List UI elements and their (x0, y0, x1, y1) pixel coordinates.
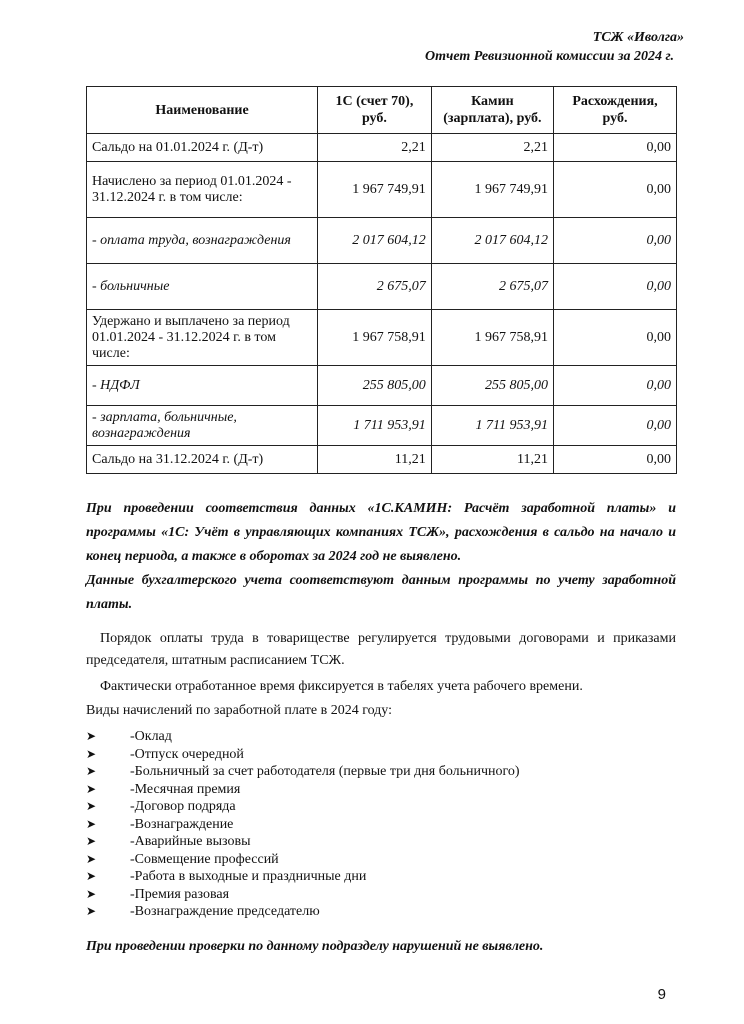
table-header-row (87, 87, 677, 134)
list-item (86, 781, 646, 799)
list-item-text: -Месячная премия (130, 781, 241, 797)
value-diff: 0,00 (554, 264, 677, 310)
value-1c: 11,21 (318, 446, 432, 474)
arrow-bullet-icon: ➤ (86, 764, 97, 778)
list-item (86, 763, 646, 781)
list-item (86, 833, 646, 851)
col-header-1c: 1С (счет 70), руб. (318, 87, 432, 134)
value-kamin: 1 967 758,91 (431, 310, 553, 366)
list-item-text: -Аварийные вызовы (130, 834, 251, 849)
table-row (87, 218, 677, 264)
arrow-bullet-icon: ➤ (86, 886, 97, 901)
value-1c: 255 805,00 (318, 366, 432, 406)
list-item-text: -Вознаграждение (130, 816, 234, 832)
col-header-name: Наименование (87, 87, 318, 134)
table-row (87, 162, 677, 218)
page-number: 9 (657, 986, 666, 1003)
list-item (86, 816, 646, 834)
list-item (86, 728, 646, 746)
list-item-text: -Совмещение профессий (130, 851, 279, 867)
value-1c: 2 675,07 (318, 264, 432, 310)
accrual-types-list (86, 728, 646, 921)
list-item (86, 886, 646, 904)
list-item (86, 903, 646, 921)
row-label: Сальдо на 01.01.2024 г. (Д-т) (87, 134, 318, 162)
value-diff: 0,00 (554, 446, 677, 474)
col-header-diff: Расхождения, руб. (554, 87, 677, 134)
value-1c: 2,21 (318, 134, 432, 162)
value-kamin: 2 017 604,12 (431, 218, 553, 264)
table-row (87, 406, 677, 446)
paragraph-text: Фактически отработанное время фиксируется в табелях учета рабочего времени. (100, 679, 583, 694)
list-item-text: -Оклад (130, 729, 172, 744)
conclusion-paragraph: При проведении соответствия данных «1С.КАМИН: Расчёт заработной платы» и программы «1С: Учёт в управляющих компаниях ТСЖ», расхождения в сальдо на начало и конец периода, а также в оборотах за 2024 год не выявлено. (86, 501, 676, 564)
accrual-types-title (86, 700, 676, 722)
list-item-text: -Больничный за счет работодателя (первые три дня больничного) (130, 764, 520, 779)
arrow-bullet-icon: ➤ (86, 799, 97, 813)
time-tracking-paragraph (86, 676, 676, 698)
value-kamin: 11,21 (431, 446, 553, 474)
col-header-kamin: Камин (зарплата), руб. (431, 87, 553, 134)
value-kamin: 1 967 749,91 (431, 162, 553, 218)
value-diff: 0,00 (554, 406, 677, 446)
list-item-text: -Отпуск очередной (130, 746, 244, 762)
row-label: - зарплата, больничные, вознаграждения (87, 406, 318, 446)
table-row (87, 446, 677, 474)
organization-name: ТСЖ «Иволга» (592, 30, 684, 45)
table-row (87, 134, 677, 162)
row-label: - оплата труда, вознаграждения (87, 218, 318, 264)
list-item-text: -Договор подряда (130, 799, 236, 814)
list-item (86, 746, 646, 764)
arrow-bullet-icon: ➤ (86, 816, 97, 831)
list-item (86, 868, 646, 886)
value-diff: 0,00 (554, 218, 677, 264)
row-label: Сальдо на 31.12.2024 г. (Д-т) (87, 446, 318, 474)
table-row (87, 264, 677, 310)
arrow-bullet-icon: ➤ (86, 729, 97, 743)
conclusion-paragraph: Данные бухгалтерского учета соответствуют данным программы по учету заработной платы. (86, 573, 676, 612)
list-item-text: -Вознаграждение председателю (130, 904, 320, 919)
table-row (87, 366, 677, 406)
arrow-bullet-icon: ➤ (86, 834, 97, 848)
report-title: Отчет Ревизионной комиссии за 2024 г. (425, 49, 674, 64)
paragraph-text: Порядок оплаты труда в товариществе регулируется трудовыми договорами и приказами председателя, штатным расписанием ТСЖ. (86, 631, 676, 668)
value-1c: 2 017 604,12 (318, 218, 432, 264)
value-diff: 0,00 (554, 134, 677, 162)
value-1c: 1 967 758,91 (318, 310, 432, 366)
arrow-bullet-icon: ➤ (86, 851, 97, 866)
value-kamin: 255 805,00 (431, 366, 553, 406)
reconciliation-table (86, 86, 677, 474)
row-label: Удержано и выплачено за период 01.01.2024 - 31.12.2024 г. в том числе: (87, 310, 318, 366)
value-kamin: 2 675,07 (431, 264, 553, 310)
reconciliation-conclusion (86, 497, 676, 617)
value-kamin: 1 711 953,91 (431, 406, 553, 446)
arrow-bullet-icon: ➤ (86, 869, 97, 883)
list-item-text: -Работа в выходные и праздничные дни (130, 869, 367, 884)
arrow-bullet-icon: ➤ (86, 746, 97, 761)
list-item (86, 851, 646, 869)
pay-order-paragraph (86, 628, 676, 672)
value-diff: 0,00 (554, 162, 677, 218)
list-item-text: -Премия разовая (130, 886, 230, 902)
value-1c: 1 967 749,91 (318, 162, 432, 218)
arrow-bullet-icon: ➤ (86, 904, 97, 918)
row-label: - больничные (87, 264, 318, 310)
paragraph-text: Виды начислений по заработной плате в 2024 году: (86, 703, 393, 718)
arrow-bullet-icon: ➤ (86, 781, 97, 796)
value-1c: 1 711 953,91 (318, 406, 432, 446)
bleed-through (90, 14, 650, 54)
value-diff: 0,00 (554, 310, 677, 366)
list-item (86, 798, 646, 816)
row-label: Начислено за период 01.01.2024 - 31.12.2024 г. в том числе: (87, 162, 318, 218)
value-kamin: 2,21 (431, 134, 553, 162)
row-label: - НДФЛ (87, 366, 318, 406)
table-row (87, 310, 677, 366)
audit-final-note: При проведении проверки по данному подразделу нарушений не выявлено. (86, 939, 544, 954)
value-diff: 0,00 (554, 366, 677, 406)
